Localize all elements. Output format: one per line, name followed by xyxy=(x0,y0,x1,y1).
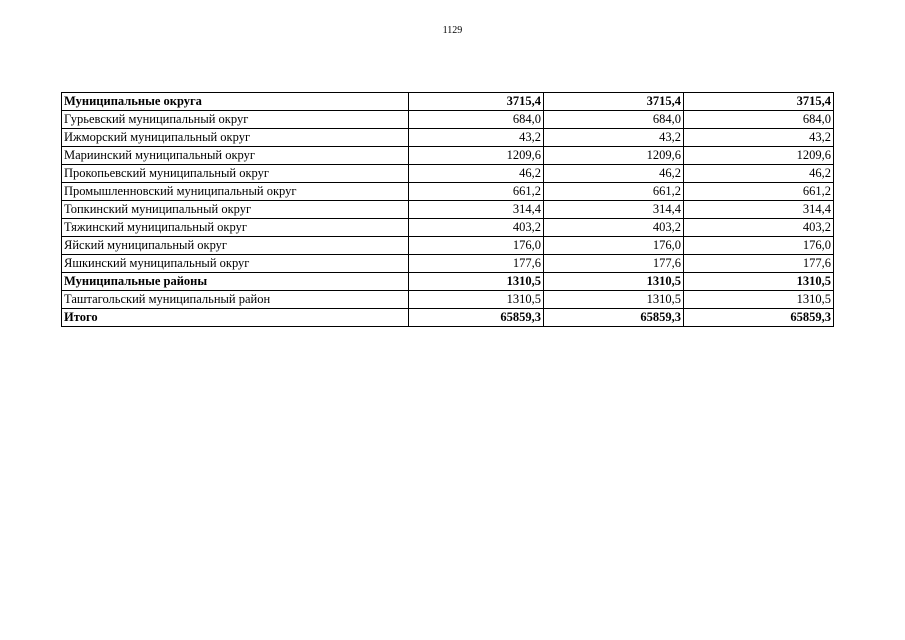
row-value-3: 177,6 xyxy=(684,255,834,273)
row-value-1: 46,2 xyxy=(409,165,544,183)
table-row xyxy=(62,237,834,255)
row-value-3: 684,0 xyxy=(684,111,834,129)
row-value-1: 1310,5 xyxy=(409,291,544,309)
row-name: Мариинский муниципальный округ xyxy=(62,147,409,165)
table-row xyxy=(62,255,834,273)
page-number: 1129 xyxy=(442,25,463,36)
row-value-1: 65859,3 xyxy=(409,309,544,327)
row-value-1: 314,4 xyxy=(409,201,544,219)
row-value-2: 403,2 xyxy=(544,219,684,237)
row-value-2: 177,6 xyxy=(544,255,684,273)
table-row-total-raiony xyxy=(62,273,834,291)
table-row xyxy=(62,291,834,309)
row-name: Ижморский муниципальный округ xyxy=(62,129,409,147)
row-value-2: 65859,3 xyxy=(544,309,684,327)
row-value-2: 1209,6 xyxy=(544,147,684,165)
row-name: Муниципальные районы xyxy=(62,273,409,291)
row-value-2: 314,4 xyxy=(544,201,684,219)
row-name: Промышленновский муниципальный округ xyxy=(62,183,409,201)
row-value-1: 1209,6 xyxy=(409,147,544,165)
row-name: Тяжинский муниципальный округ xyxy=(62,219,409,237)
row-value-2: 684,0 xyxy=(544,111,684,129)
row-value-1: 3715,4 xyxy=(409,93,544,111)
row-name: Гурьевский муниципальный округ xyxy=(62,111,409,129)
row-value-3: 1310,5 xyxy=(684,273,834,291)
row-value-3: 46,2 xyxy=(684,165,834,183)
row-value-1: 1310,5 xyxy=(409,273,544,291)
row-value-3: 43,2 xyxy=(684,129,834,147)
row-value-3: 314,4 xyxy=(684,201,834,219)
table-row xyxy=(62,219,834,237)
row-value-2: 46,2 xyxy=(544,165,684,183)
row-value-3: 1209,6 xyxy=(684,147,834,165)
row-name: Топкинский муниципальный округ xyxy=(62,201,409,219)
row-value-3: 403,2 xyxy=(684,219,834,237)
row-value-2: 1310,5 xyxy=(544,291,684,309)
row-value-2: 1310,5 xyxy=(544,273,684,291)
row-name: Яйский муниципальный округ xyxy=(62,237,409,255)
table-row xyxy=(62,183,834,201)
table-row-total-okruga xyxy=(62,93,834,111)
row-value-1: 43,2 xyxy=(409,129,544,147)
budget-table xyxy=(61,92,834,327)
row-value-3: 65859,3 xyxy=(684,309,834,327)
row-value-1: 403,2 xyxy=(409,219,544,237)
row-value-3: 661,2 xyxy=(684,183,834,201)
table-row xyxy=(62,201,834,219)
table-row xyxy=(62,111,834,129)
table-row-grand-total xyxy=(62,309,834,327)
row-name: Яшкинский муниципальный округ xyxy=(62,255,409,273)
table-row xyxy=(62,165,834,183)
row-value-1: 661,2 xyxy=(409,183,544,201)
row-value-2: 43,2 xyxy=(544,129,684,147)
row-value-3: 176,0 xyxy=(684,237,834,255)
row-value-3: 3715,4 xyxy=(684,93,834,111)
row-value-2: 176,0 xyxy=(544,237,684,255)
row-value-2: 661,2 xyxy=(544,183,684,201)
table-row xyxy=(62,147,834,165)
row-name: Прокопьевский муниципальный округ xyxy=(62,165,409,183)
row-name: Муниципальные округа xyxy=(62,93,409,111)
row-name: Таштагольский муниципальный район xyxy=(62,291,409,309)
table-row xyxy=(62,129,834,147)
row-value-1: 177,6 xyxy=(409,255,544,273)
row-value-1: 176,0 xyxy=(409,237,544,255)
row-name: Итого xyxy=(62,309,409,327)
row-value-2: 3715,4 xyxy=(544,93,684,111)
row-value-3: 1310,5 xyxy=(684,291,834,309)
row-value-1: 684,0 xyxy=(409,111,544,129)
